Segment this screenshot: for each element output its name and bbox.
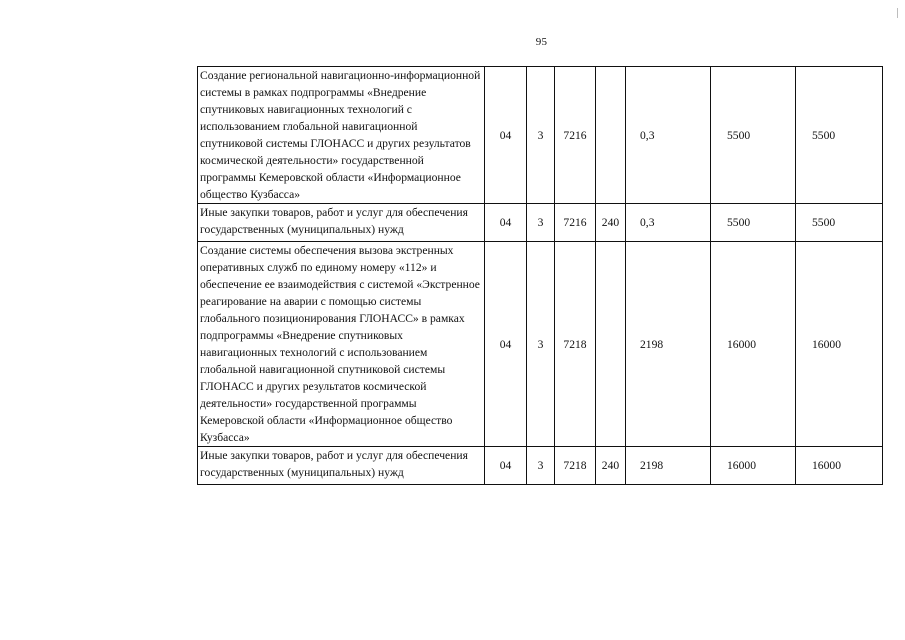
amount-2: 5500 <box>727 128 751 142</box>
amount-1: 2198 <box>640 459 664 472</box>
amount-2: 16000 <box>727 337 756 351</box>
amount-3: 5500 <box>812 128 836 142</box>
amount-3-cell <box>796 447 883 485</box>
section-code: 04 <box>485 204 527 242</box>
amount-2: 16000 <box>727 459 756 472</box>
table-row <box>198 67 883 204</box>
target-article-code: 7216 <box>555 67 596 204</box>
row-description: Создание региональной навигационно-информационной системы в рамках подпрограммы «Внедрение спутниковых навигационных технологий с использованием глобальной навигационной спутниковой системы ГЛОНАСС и других результатов космической деятельности» государственной программы Кемеровской области «Информационное общество Кузбасса» <box>198 67 485 204</box>
amount-1: 2198 <box>640 337 664 351</box>
expense-type-code <box>596 242 626 447</box>
budget-allocation-table <box>197 66 883 485</box>
row-description: Иные закупки товаров, работ и услуг для обеспечения государственных (муниципальных) нужд <box>198 447 485 485</box>
amount-3-cell <box>796 242 883 447</box>
scan-edge-mark <box>897 8 898 18</box>
section-code: 04 <box>485 67 527 204</box>
amount-1-cell <box>626 67 711 204</box>
amount-1-cell <box>626 242 711 447</box>
amount-1: 0,3 <box>640 128 655 142</box>
amount-2-cell <box>711 242 796 447</box>
table-row <box>198 447 883 485</box>
section-code: 04 <box>485 242 527 447</box>
expense-type-code <box>596 67 626 204</box>
amount-3: 16000 <box>812 337 841 351</box>
amount-3: 16000 <box>812 459 841 472</box>
target-article-code: 7216 <box>555 204 596 242</box>
amount-3: 5500 <box>812 216 836 229</box>
amount-2-cell <box>711 67 796 204</box>
amount-2: 5500 <box>727 216 751 229</box>
amount-1-cell <box>626 447 711 485</box>
subsection-code: 3 <box>527 67 555 204</box>
amount-1-cell <box>626 204 711 242</box>
table-row <box>198 242 883 447</box>
subsection-code: 3 <box>527 204 555 242</box>
page-number: 95 <box>535 36 548 48</box>
amount-2-cell <box>711 204 796 242</box>
target-article-code: 7218 <box>555 447 596 485</box>
row-description: Иные закупки товаров, работ и услуг для обеспечения государственных (муниципальных) нужд <box>198 204 485 242</box>
amount-1: 0,3 <box>640 216 655 229</box>
subsection-code: 3 <box>527 447 555 485</box>
amount-2-cell <box>711 447 796 485</box>
table-row <box>198 204 883 242</box>
target-article-code: 7218 <box>555 242 596 447</box>
expense-type-code: 240 <box>596 447 626 485</box>
section-code: 04 <box>485 447 527 485</box>
row-description: Создание системы обеспечения вызова экстренных оперативных служб по единому номеру «112» и обеспечение ее взаимодействия с системой «Экстренное реагирование на аварии с помощью системы глобального позиционирования ГЛОНАСС» в рамках подпрограммы «Внедрение спутниковых навигационных технологий с использованием глобальной навигационной спутниковой системы ГЛОНАСС и других результатов космической деятельности» государственной программы Кемеровской области «Информационное общество Кузбасса» <box>198 242 485 447</box>
expense-type-code: 240 <box>596 204 626 242</box>
subsection-code: 3 <box>527 242 555 447</box>
amount-3-cell <box>796 67 883 204</box>
amount-3-cell <box>796 204 883 242</box>
